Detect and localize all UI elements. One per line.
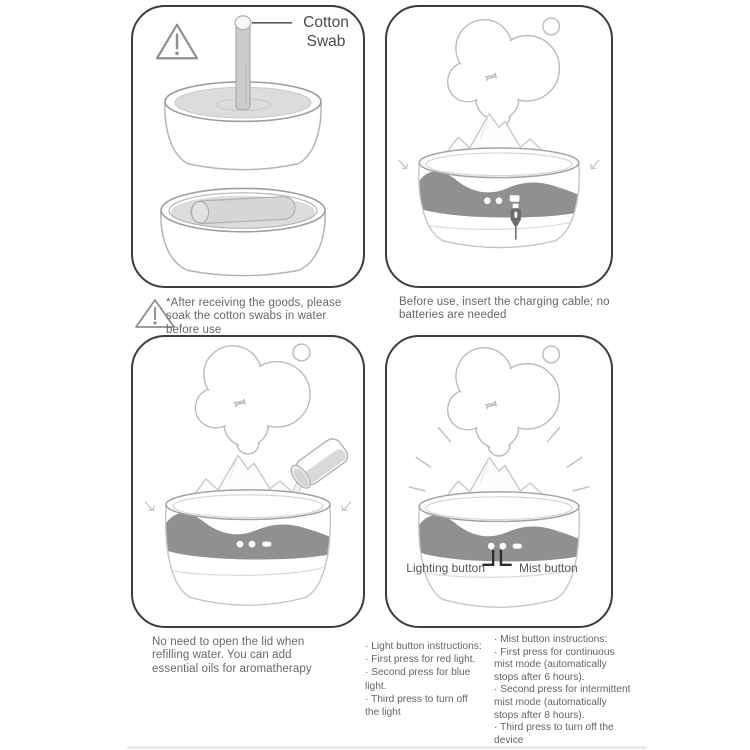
panel-buttons	[385, 335, 613, 628]
bowl-soaking-swab	[161, 188, 325, 275]
instruction-line: mist mode (automatically	[494, 659, 607, 671]
instruction-line: light.	[365, 680, 387, 692]
charging-illustration	[387, 7, 611, 286]
instruction-line: stops after 8 hours).	[494, 709, 585, 721]
panel-refill-water	[131, 335, 365, 628]
mist-cloud	[448, 346, 560, 456]
instruction-line: mist mode (automatically	[494, 696, 607, 708]
buttons-illustration	[387, 337, 611, 626]
instruction-line: device	[494, 734, 524, 746]
charge-port-dash	[513, 544, 522, 549]
instruction-line: · Second press for intermittent	[494, 684, 631, 696]
rim-arrow-right	[591, 160, 600, 169]
mist-bubble	[293, 344, 310, 361]
mist-button-dot	[249, 541, 256, 548]
cotton-swab-tip	[235, 16, 251, 30]
instruction-line: · First press for red light.	[365, 654, 476, 666]
mist-button-instructions	[494, 634, 650, 747]
cotton-swab-stick	[236, 23, 250, 110]
rim-arrow-left	[145, 502, 154, 511]
humidifier	[399, 113, 600, 247]
panel-soak-swab	[131, 5, 365, 288]
caption-refill: No need to open the lid when refilling water. You can add essential oils for aromatherapy	[152, 636, 312, 675]
instruction-line: · Third press to turn off the	[494, 722, 614, 734]
instruction-line: the light	[365, 707, 401, 719]
instruction-line: · Light button instructions:	[365, 641, 482, 652]
charge-port-dash	[262, 542, 272, 547]
instruction-line: · Second press for blue	[365, 667, 471, 679]
mist-cloud	[195, 344, 310, 454]
rim-arrow-left	[399, 160, 408, 169]
instruction-line: · Mist button instructions:	[494, 634, 608, 645]
lighting-button-dot	[488, 543, 495, 550]
refill-illustration	[133, 337, 363, 626]
mist-button-dot	[496, 197, 503, 204]
lighting-button-dot	[237, 541, 244, 548]
light-button-instructions	[365, 640, 505, 719]
panel-charging	[385, 5, 613, 288]
warning-triangle-icon	[157, 25, 197, 59]
mist-cloud	[448, 18, 560, 128]
mist-bubble	[543, 18, 560, 35]
mist-button-label: Mist button	[519, 561, 578, 575]
mist-button-dot	[500, 543, 507, 550]
instruction-line: · Third press to turn off	[365, 693, 468, 705]
soaking-swab	[190, 196, 295, 224]
caption-charge: Before use, insert the charging cable; no batteries are needed	[399, 296, 610, 322]
mist-bubble	[543, 346, 560, 363]
instruction-line: stops after 6 hours).	[494, 671, 585, 683]
cotton-swab-label: Cotton Swab	[303, 14, 349, 50]
lighting-button-label: Lighting button	[406, 561, 485, 575]
caption-soak: *After receiving the goods, please soak the cotton swabs in water before use	[166, 297, 342, 336]
rim-arrow-right	[342, 502, 351, 511]
instruction-line: · First press for continuous	[494, 646, 615, 658]
next-panel-edge	[127, 746, 647, 749]
lighting-button-dot	[484, 197, 491, 204]
